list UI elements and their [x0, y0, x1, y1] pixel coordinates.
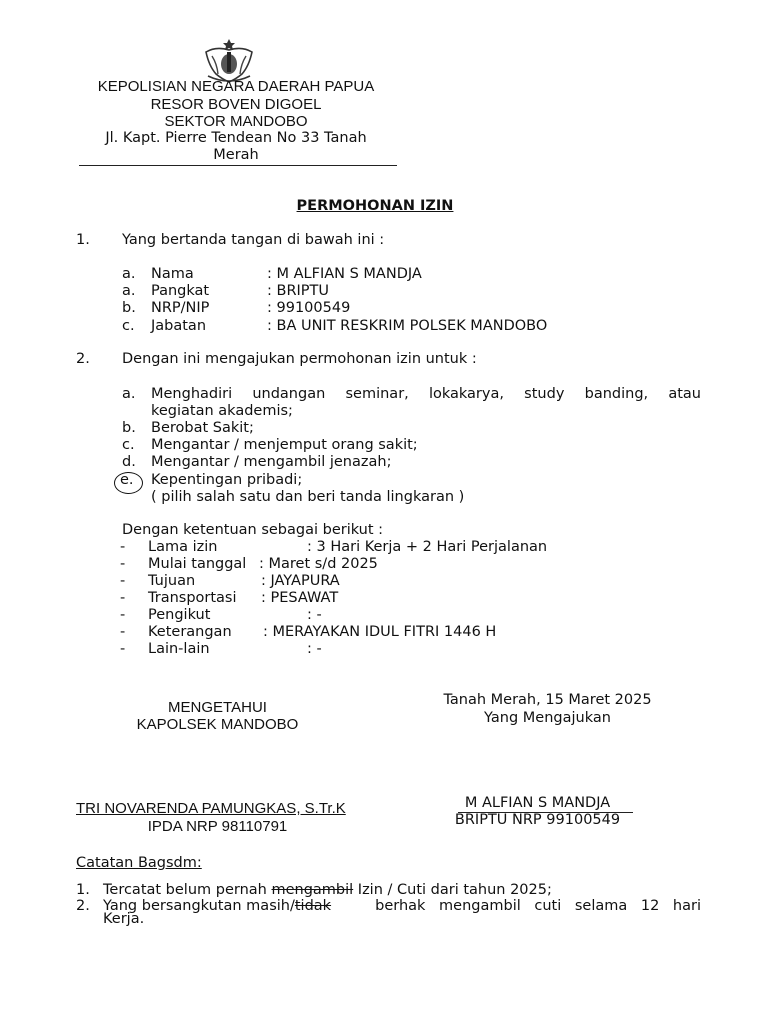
term-dash: - — [120, 556, 126, 572]
option-d: Mengantar / mengambil jenazah; — [151, 454, 392, 470]
header-address-2: Merah — [213, 147, 259, 163]
header-line-2: RESOR BOVEN DIGOEL — [150, 96, 322, 113]
header-address: Jl. Kapt. Pierre Tendean No 33 Tanah — [105, 130, 367, 146]
term-dash: - — [120, 573, 126, 589]
option-letter: d. — [122, 454, 136, 470]
field-label-pangkat: Pangkat — [151, 283, 210, 299]
left-signatory-rank: IPDA NRP 98110791 — [147, 818, 288, 835]
option-letter: e. — [120, 472, 134, 488]
term-value-lainlain: : - — [307, 641, 322, 657]
notes-title: Catatan Bagsdm: — [76, 855, 202, 871]
field-letter: a. — [122, 283, 136, 299]
term-dash: - — [120, 590, 126, 606]
header-line-3: SEKTOR MANDOBO — [164, 113, 308, 130]
left-signatory-name: TRI NOVARENDA PAMUNGKAS, S.Tr.K — [76, 800, 346, 817]
field-value-jabatan: : BA UNIT RESKRIM POLSEK MANDOBO — [267, 318, 548, 334]
header-line-1: KEPOLISIAN NEGARA DAERAH PAPUA — [97, 78, 375, 95]
right-sign-title: Yang Mengajukan — [484, 710, 611, 726]
term-label-lama: Lama izin — [148, 539, 218, 555]
field-value-pangkat: : BRIPTU — [267, 283, 330, 299]
option-letter: a. — [122, 386, 136, 402]
note-2-number: 2. — [76, 898, 90, 914]
terms-intro: Dengan ketentuan sebagai berikut : — [122, 522, 384, 538]
term-label-tujuan: Tujuan — [148, 573, 196, 589]
option-e-line2: ( pilih salah satu dan beri tanda lingkaran ) — [151, 489, 465, 505]
field-value-nama: : M ALFIAN S MANDJA — [267, 266, 422, 282]
police-emblem-icon — [198, 36, 260, 84]
note-2-strikethrough: tidak — [294, 898, 332, 914]
term-value-keterangan: : MERAYAKAN IDUL FITRI 1446 H — [263, 624, 497, 640]
section1-intro: Yang bertanda tangan di bawah ini : — [122, 232, 385, 248]
option-letter: b. — [122, 420, 136, 436]
term-label-keterangan: Keterangan — [148, 624, 232, 640]
option-letter: c. — [122, 437, 135, 453]
term-dash: - — [120, 539, 126, 555]
right-signatory-rank: BRIPTU NRP 99100549 — [454, 812, 621, 828]
term-label-mulai: Mulai tanggal — [148, 556, 247, 572]
term-label-lainlain: Lain-lain — [148, 641, 210, 657]
option-b: Berobat Sakit; — [151, 420, 254, 436]
option-c: Mengantar / menjemput orang sakit; — [151, 437, 418, 453]
header-divider — [79, 165, 397, 166]
term-value-tujuan: : JAYAPURA — [261, 573, 340, 589]
term-label-pengikut: Pengikut — [148, 607, 211, 623]
term-value-mulai: : Maret s/d 2025 — [259, 556, 378, 572]
note-1-number: 1. — [76, 882, 90, 898]
field-label-jabatan: Jabatan — [151, 318, 207, 334]
term-value-pengikut: : - — [307, 607, 322, 623]
term-label-transportasi: Transportasi — [148, 590, 237, 606]
left-sign-title-1: MENGETAHUI — [168, 699, 267, 716]
section2-number: 2. — [76, 351, 90, 367]
note-2-part-a-text: Yang bersangkutan masih/ — [103, 898, 295, 914]
note-1-text — [103, 882, 552, 899]
right-signatory-name: M ALFIAN S MANDJA — [464, 795, 611, 811]
term-value-lama: : 3 Hari Kerja + 2 Hari Perjalanan — [307, 539, 548, 555]
note-1-part-a: Tercatat belum pernah — [103, 882, 267, 898]
field-letter: a. — [122, 266, 136, 282]
section2-intro: Dengan ini mengajukan permohonan izin untuk : — [122, 351, 477, 367]
field-letter: b. — [122, 300, 136, 316]
field-label-nrp: NRP/NIP — [151, 300, 210, 316]
note-2-line2: Kerja. — [103, 911, 145, 927]
note-2-text — [103, 898, 701, 915]
note-2-part-b: berhak mengambil cuti selama 12 hari — [375, 898, 701, 914]
left-sign-title-2: KAPOLSEK MANDOBO — [136, 716, 299, 733]
option-a-line2: kegiatan akademis; — [151, 403, 293, 419]
document-title: PERMOHONAN IZIN — [296, 198, 454, 214]
term-value-transportasi: : PESAWAT — [261, 590, 339, 606]
term-dash: - — [120, 641, 126, 657]
note-1-strikethrough: mengambil — [271, 882, 354, 898]
field-value-nrp: : 99100549 — [267, 300, 351, 316]
place-date: Tanah Merah, 15 Maret 2025 — [443, 692, 652, 708]
option-e-line1: Kepentingan pribadi; — [151, 472, 303, 488]
option-a-line1: Menghadiri undangan seminar, lokakarya, study banding, atau — [151, 386, 701, 402]
term-dash: - — [120, 607, 126, 623]
section1-number: 1. — [76, 232, 90, 248]
field-label-nama: Nama — [151, 266, 194, 282]
term-dash: - — [120, 624, 126, 640]
field-letter: c. — [122, 318, 135, 334]
note-1-part-b: Izin / Cuti dari tahun 2025; — [357, 882, 552, 898]
